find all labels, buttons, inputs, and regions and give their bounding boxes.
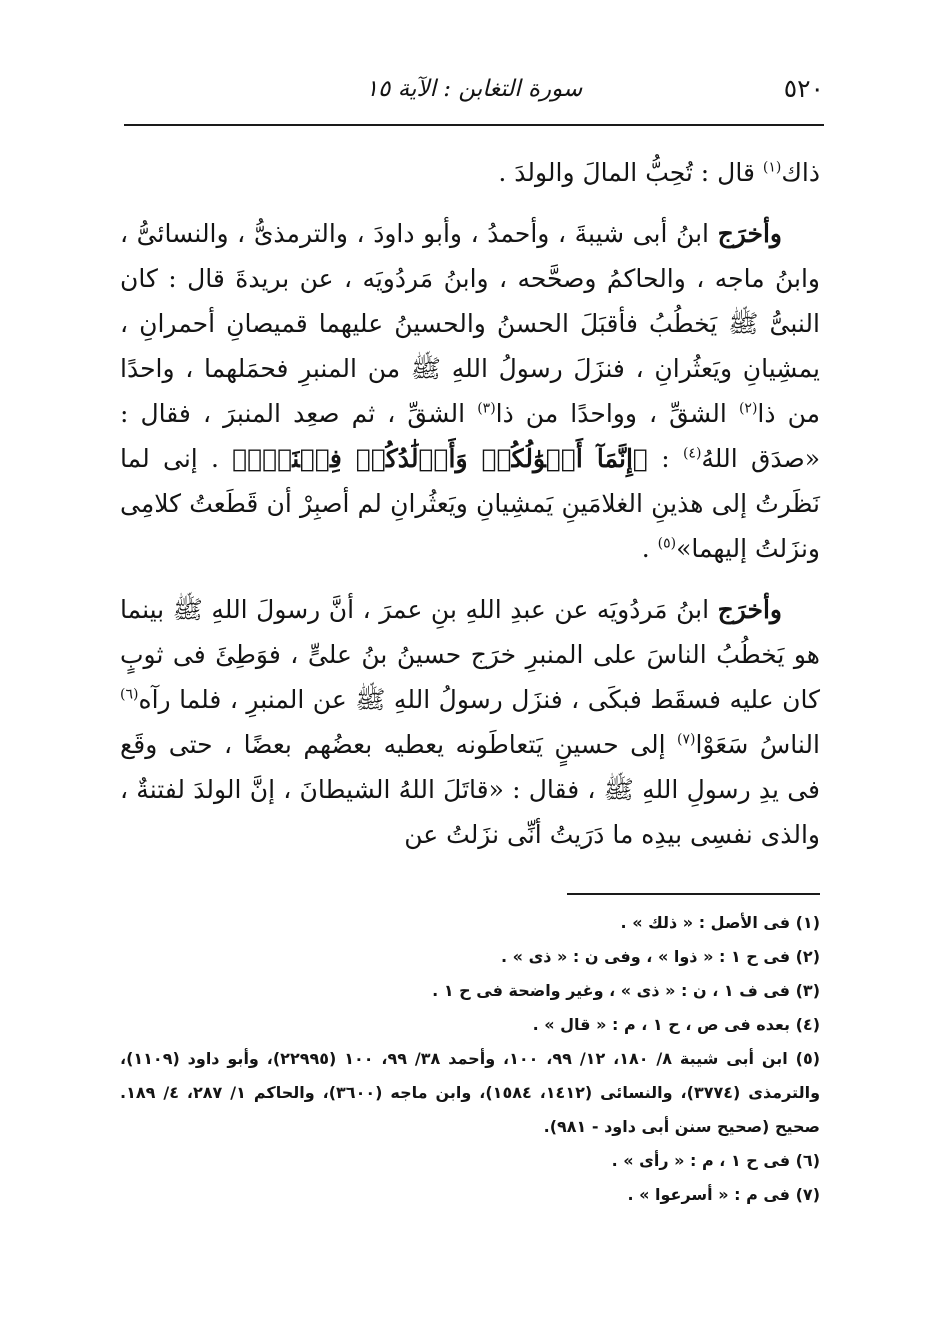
paragraph-lead: وأخرَج <box>717 219 782 248</box>
footnote-2: (٢) فى ح ١ : « ذوا » ، وفى ن : « ذى » . <box>501 947 820 966</box>
paragraph-text: إلى حسينٍ يَتعاطَونه يعطيه بعضُهم بعضًا ، حتى وقَع فى يدِ رسولِ اللهِ ﷺ ، فقال : «قاتَلَ اللهُ الشيطانَ ، إنَّ الولدَ لفتنةٌ ، والذى نفسِى بيدِه ما دَرَيتُ أنِّى نزَلتُ عن <box>120 730 820 849</box>
footnote-ref: (٦) <box>120 686 139 703</box>
footnote-6: (٦) فى ح ١ ، م : « رأى » . <box>611 1151 820 1170</box>
header-rule <box>124 124 824 126</box>
footnote-separator <box>567 893 820 895</box>
paragraph-3 <box>120 587 820 857</box>
footnote-ref: (٤) <box>682 445 702 462</box>
paragraph-text: الشقِّ ، وواحدًا من ذا <box>495 399 739 428</box>
footnote-4: (٤) بعده فى ص ، ح ١ ، م : « قال » . <box>532 1015 820 1034</box>
paragraph-1 <box>120 150 820 195</box>
paragraph-text: . <box>641 534 658 563</box>
footnote-ref: (٧) <box>676 731 696 748</box>
footnote-ref: (٥) <box>657 535 677 552</box>
footnotes <box>120 906 820 1212</box>
header-title: سورة التغابن : الآية ١٥ <box>365 76 583 102</box>
paragraph-text: ابنُ مَردُويَه عن عبدِ اللهِ بنِ عمرَ ، أنَّ رسولَ اللهِ ﷺ بينما هو يَخطُبُ الناسَ على المنبرِ خرَج حسينُ بنُ علىٍّ ، فوَطِئَ فى ثوبٍ كان عليه فسقَط فبكَى ، فنزَل رسولُ اللهِ ﷺ عن المنبرِ ، فلما رآه <box>120 595 820 714</box>
paragraph-text: ابنُ أبى شيبةَ ، وأحمدُ ، وأبو داودَ ، والترمذىُّ ، والنسائىُّ ، وابنُ ماجه ، والحاكمُ وصحَّحه ، وابنُ مَردُويَه ، عن بريدةَ قال : كان النبىُّ ﷺ يَخطُبُ فأقبَلَ الحسنُ والحسينُ عليهما قميصانِ أحمرانِ ، يمشِيانِ ويَعثُرانِ ، فنزَلَ رسولُ اللهِ ﷺ من المنبرِ فحمَلهما ، واحدًا من ذا <box>120 219 820 428</box>
running-header <box>124 74 824 114</box>
paragraph-text: . إنى لما نَظَرتُ إلى هذينِ الغلامَينِ يَمشِيانِ ويَعثُرانِ لم أصبِرْ أن قَطَعتُ كلامِى ونزَلتُ إليهما» <box>120 444 820 563</box>
paragraph-text: ذاك <box>781 158 820 187</box>
paragraph-text: قال : تُحِبُّ المالَ والولدَ . <box>498 158 763 187</box>
paragraph-lead: وأخرَج <box>717 595 782 624</box>
footnote-7: (٧) فى م : « أسرعوا » . <box>627 1185 820 1204</box>
footnote-ref: (١) <box>762 159 782 176</box>
footnote-1: (١) فى الأصل : « ذلك » . <box>620 913 820 932</box>
main-text <box>120 150 820 873</box>
footnote-ref: (٢) <box>738 400 758 417</box>
quran-verse: ﴿إِنَّمَآ أَمۡوَٰلُكُمۡ وَأَوۡلَٰدُكُمۡ فِتۡنَةٞۚ﴾ <box>232 444 648 473</box>
page-number: ٥٢٠ <box>783 74 824 103</box>
paragraph-text: الناسُ سَعَوْا <box>695 730 820 759</box>
paragraph-2 <box>120 211 820 571</box>
footnote-ref: (٣) <box>477 400 496 417</box>
paragraph-text: : <box>647 444 683 473</box>
footnote-3: (٣) فى ف ١ ، ن : « ذى » ، وغير واضحة فى ح ١ . <box>432 981 820 1000</box>
paragraph-text: الشقِّ ، ثم صعِد المنبرَ ، فقال : «صدَق اللهُ <box>120 399 820 473</box>
footnote-5: (٥) ابن أبى شيبة ٨/ ١٨٠، ١٢/ ٩٩، ١٠٠، وأحمد ٣٨/ ٩٩، ١٠٠ (٢٢٩٩٥)، وأبو داود (١١٠٩)، والترمذى (٣٧٧٤)، والنسائى (١٤١٢، ١٥٨٤)، وابن ماجه (٣٦٠٠)، والحاكم ١/ ٢٨٧، ٤/ ١٨٩. صحيح (صحيح سنن أبى داود - ٩٨١). <box>120 1049 821 1136</box>
